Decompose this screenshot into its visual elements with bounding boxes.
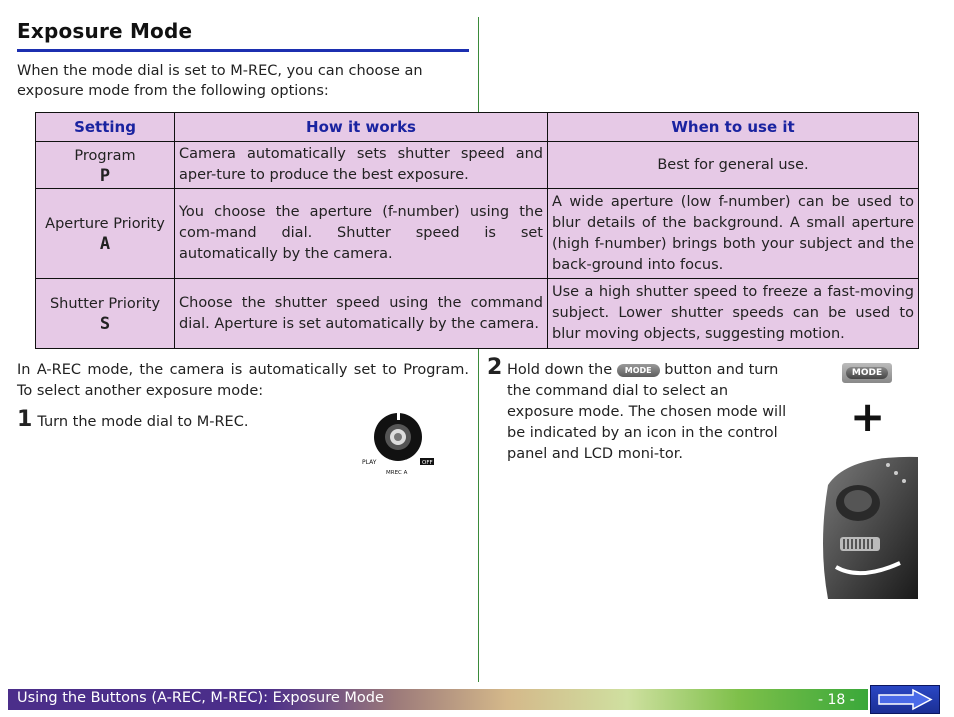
title-underline	[17, 49, 469, 52]
mode-button-inline-icon: MODE	[617, 364, 660, 377]
next-page-button[interactable]	[870, 685, 940, 714]
setting-cell	[36, 189, 175, 279]
table-header-row	[36, 113, 919, 142]
mode-button-label: MODE	[846, 367, 888, 379]
step-2-text-before: Hold down the	[507, 362, 613, 378]
how-cell: Camera automatically sets shutter speed and aper-ture to produce the best exposure.	[175, 142, 548, 189]
step-2-text	[507, 360, 791, 465]
how-cell: You choose the aperture (f-number) using the com-mand dial. Shutter speed is set automatically by the camera.	[175, 189, 548, 279]
setting-label: Shutter Priority	[49, 296, 161, 312]
header-when-to-use: When to use it	[548, 113, 919, 142]
step-2-number: 2	[487, 355, 503, 380]
step-1-number: 1	[17, 407, 33, 432]
step-2-text-after: button and turn the command dial to select an exposure mode. The chosen mode will be indicated by an icon in the control panel and LCD moni-tor.	[507, 362, 787, 462]
a-rec-note: In A-REC mode, the camera is automatically set to Program. To select another exposure mode:	[17, 362, 469, 399]
header-how-it-works: How it works	[175, 113, 548, 142]
setting-cell	[36, 142, 175, 189]
camera-command-dial-illustration	[818, 455, 918, 599]
mode-dial-illustration	[360, 410, 440, 478]
intro-text: When the mode dial is set to M-REC, you can choose an exposure mode from the following options:	[17, 63, 423, 99]
dial-mrec-label: MREC A	[386, 470, 408, 476]
when-cell: A wide aperture (low f-number) can be used to blur details of the background. A small aperture (high f-number) brings both your subject and the back-ground into focus.	[548, 189, 919, 279]
table-row	[36, 142, 919, 189]
page-title: Exposure Mode	[17, 19, 193, 43]
arrow-right-icon	[871, 686, 939, 713]
setting-label: Aperture Priority	[45, 216, 165, 232]
plus-icon: +	[850, 392, 886, 441]
when-cell: Best for general use.	[548, 142, 919, 189]
aperture-mode-icon: A	[99, 234, 111, 254]
step-1	[17, 407, 248, 432]
dial-play-label: PLAY	[362, 459, 377, 466]
footer-section-title: Using the Buttons (A-REC, M-REC): Exposure Mode	[17, 690, 384, 706]
setting-label: Program	[74, 147, 136, 164]
page-number: - 18 -	[818, 692, 855, 708]
shutter-mode-icon: S	[99, 314, 111, 334]
header-setting: Setting	[36, 113, 175, 142]
exposure-mode-table	[35, 112, 919, 349]
table-row	[36, 189, 919, 279]
step-1-text: Turn the mode dial to M-REC.	[37, 414, 249, 430]
dial-off-label: OFF	[422, 460, 433, 466]
how-cell: Choose the shutter speed using the command dial. Aperture is set automatically by the camera.	[175, 279, 548, 349]
when-cell: Use a high shutter speed to freeze a fast-moving subject. Lower shutter speeds can be used to blur moving objects, suggesting motion.	[548, 279, 919, 349]
program-mode-icon: P	[99, 165, 111, 186]
mode-button-illustration	[842, 363, 892, 383]
table-row	[36, 279, 919, 349]
setting-cell	[36, 279, 175, 349]
